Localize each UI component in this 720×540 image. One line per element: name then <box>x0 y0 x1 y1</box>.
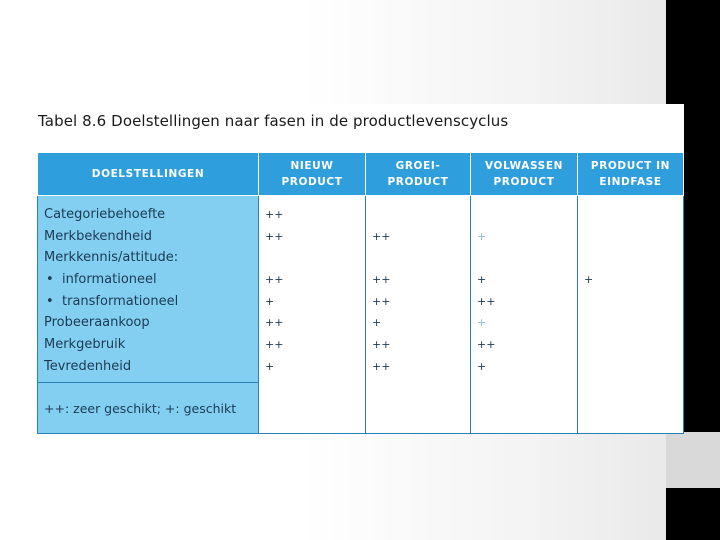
header-groei-line1: GROEI- <box>395 159 441 172</box>
criteria-list <box>38 196 258 378</box>
legend-text: ++: zeer geschikt; +: geschikt <box>44 400 237 416</box>
mark-cell <box>584 334 683 356</box>
mark-cell: + <box>265 359 275 373</box>
header-nieuw-line1: NIEUW <box>290 159 334 172</box>
mark-cell: + <box>477 229 487 243</box>
mark-cell: ++ <box>477 338 496 352</box>
criterion-informationeel-label: informationeel <box>62 272 157 288</box>
mark-cell: ++ <box>372 229 391 243</box>
column-groei-product <box>366 196 471 434</box>
mark-cell: ++ <box>265 229 284 243</box>
criteria-cell <box>38 196 259 383</box>
header-groei-product <box>366 153 471 196</box>
criterion-tevredenheid: Tevredenheid <box>44 358 132 374</box>
marks-list-nieuw <box>259 196 365 378</box>
marks-list-eindfase <box>578 196 683 378</box>
mark-cell <box>584 247 683 269</box>
mark-cell: + <box>265 294 275 308</box>
header-eindfase-line1: PRODUCT IN <box>590 159 671 172</box>
mark-cell <box>477 247 577 269</box>
mark-cell: ++ <box>265 208 284 221</box>
mark-cell: + <box>477 273 487 287</box>
mark-cell <box>584 226 683 248</box>
mark-cell: + <box>372 316 382 330</box>
mark-cell <box>372 204 470 226</box>
header-nieuw-product <box>259 153 366 196</box>
mark-cell: ++ <box>265 338 284 352</box>
legend-cell <box>38 383 259 434</box>
criterion-transformationeel <box>44 291 258 313</box>
criterion-informationeel <box>44 269 258 291</box>
mark-cell <box>477 204 577 226</box>
marks-list-groei <box>366 196 470 378</box>
table-title: Tabel 8.6 Doelstellingen naar fasen in de productlevenscyclus <box>38 112 509 130</box>
header-groei-line2: PRODUCT <box>387 176 449 188</box>
mark-cell: + <box>584 273 594 287</box>
header-eindfase-line2: EINDFASE <box>599 176 662 188</box>
mark-cell <box>265 247 365 269</box>
criterion-probeeraankoop: Probeeraankoop <box>44 315 150 331</box>
header-product-in-eindfase <box>578 153 684 196</box>
criterion-categoriebehoefte: Categoriebehoefte <box>44 207 166 222</box>
mark-cell <box>584 291 683 313</box>
mark-cell: ++ <box>265 316 284 330</box>
mark-cell: ++ <box>372 273 391 287</box>
header-volwassen-line1: VOLWASSEN <box>485 159 563 172</box>
mark-cell: ++ <box>372 338 391 352</box>
mark-cell: ++ <box>372 294 391 308</box>
header-doelstellingen <box>38 153 259 196</box>
column-nieuw-product <box>259 196 366 434</box>
criterion-merkbekendheid: Merkbekendheid <box>44 228 152 244</box>
mark-cell: + <box>477 316 487 330</box>
header-volwassen-line2: PRODUCT <box>493 176 555 188</box>
header-volwassen-product <box>471 153 578 196</box>
slide-panel <box>30 104 684 434</box>
mark-cell: ++ <box>372 359 391 373</box>
mark-cell <box>372 247 470 269</box>
criterion-merkgebruik: Merkgebruik <box>44 337 126 353</box>
mark-cell <box>584 356 683 378</box>
mark-cell: + <box>477 359 487 373</box>
marks-list-volwassen <box>471 196 577 378</box>
criterion-merkkennis-attitude: Merkkennis/attitude: <box>44 250 179 266</box>
column-product-in-eindfase <box>578 196 684 434</box>
mark-cell <box>584 312 683 334</box>
mark-cell: ++ <box>477 294 496 308</box>
header-doelstellingen-label: DOELSTELLINGEN <box>91 167 205 180</box>
header-row <box>38 153 684 196</box>
criterion-transformationeel-label: transformationeel <box>62 293 179 309</box>
header-nieuw-line2: PRODUCT <box>281 176 343 188</box>
right-gray-block <box>666 432 720 488</box>
mark-cell: ++ <box>265 273 284 287</box>
body-row <box>38 196 684 383</box>
objectives-table <box>37 152 684 434</box>
mark-cell <box>584 204 683 226</box>
column-volwassen-product <box>471 196 578 434</box>
